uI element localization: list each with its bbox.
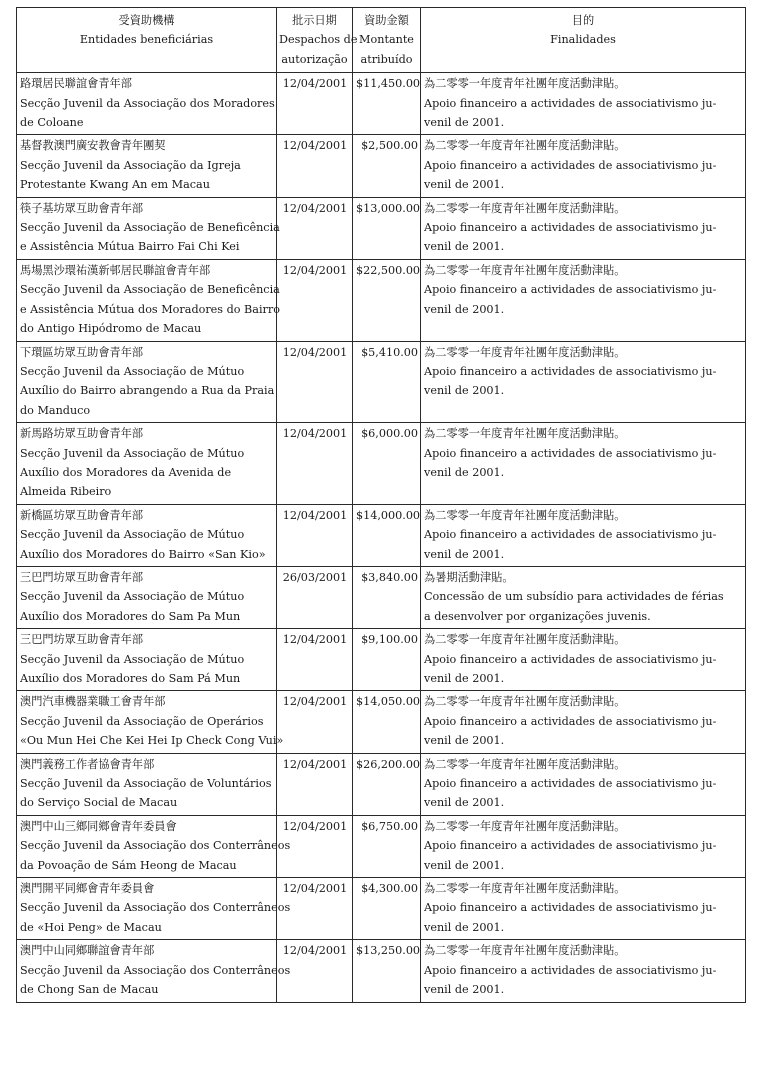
purpose-zh: 為二零零一年度青年社團年度活動津貼。: [424, 263, 626, 277]
date-cell: [277, 135, 353, 197]
date-cell: [277, 197, 353, 259]
entity-name-zh: 澳門汽車機器業職工會青年部: [20, 695, 166, 709]
table-row: [17, 197, 746, 259]
authorization-date: 12/04/2001: [282, 345, 348, 359]
entity-name-pt: de Chong San de Macau: [20, 983, 159, 997]
purpose-zh: 為二零零一年度青年社團年度活動津貼。: [424, 508, 626, 522]
purpose-pt: Apoio financeiro a actividades de associativismo ju-: [424, 652, 717, 666]
purpose-pt: Apoio financeiro a actividades de associativismo ju-: [424, 221, 717, 235]
entity-name-pt: Secção Juvenil da Associação de Voluntários: [20, 777, 272, 791]
entity-name-zh: 澳門中山三鄉同鄉會青年委員會: [20, 819, 177, 833]
amount-value: $4,300.00: [361, 882, 418, 896]
table-body: [17, 73, 746, 1002]
amount-cell: [353, 341, 421, 423]
entity-name-pt: «Ou Mun Hei Che Kei Hei Ip Check Cong Vui»: [20, 734, 284, 748]
purpose-pt: a desenvolver por organizações juvenis.: [424, 609, 651, 623]
date-cell: [277, 691, 353, 753]
entity-name-pt: Secção Juvenil da Associação dos Moradores: [20, 96, 275, 110]
grants-table: [16, 7, 746, 1003]
purpose-zh: 為二零零一年度青年社團年度活動津貼。: [424, 882, 626, 896]
header-purpose-zh: 目的: [571, 14, 595, 27]
header-amount: [353, 8, 421, 73]
header-amount-pt-2: atribuído: [360, 52, 413, 66]
purpose-cell: [421, 73, 746, 135]
purpose-cell: [421, 691, 746, 753]
purpose-pt: venil de 2001.: [424, 672, 505, 685]
entity-name-zh: 新馬路坊眾互助會青年部: [20, 427, 144, 441]
header-purpose: [421, 8, 746, 73]
purpose-pt: Apoio financeiro a actividades de associativismo ju-: [424, 364, 717, 378]
entity-name-pt: de Coloane: [20, 116, 84, 130]
table-row: [17, 73, 746, 135]
header-amount-zh: 資助金額: [364, 14, 409, 27]
amount-cell: [353, 878, 421, 940]
table-row: [17, 504, 746, 566]
entity-name-zh: 新橋區坊眾互助會青年部: [20, 508, 144, 522]
entity-name-zh: 下環區坊眾互助會青年部: [20, 345, 144, 359]
purpose-cell: [421, 197, 746, 259]
amount-value: $22,500.00: [356, 263, 421, 277]
table-row: [17, 878, 746, 940]
table-row: [17, 691, 746, 753]
entity-name-zh: 澳門中山同鄉聯誼會青年部: [20, 944, 155, 958]
entity-name-zh: 基督教澳門廣安教會青年團契: [20, 139, 166, 153]
purpose-zh: 為二零零一年度青年社團年度活動津貼。: [424, 427, 626, 441]
amount-value: $2,500.00: [361, 139, 418, 153]
table-row: [17, 753, 746, 815]
amount-cell: [353, 566, 421, 628]
purpose-cell: [421, 504, 746, 566]
authorization-date: 12/04/2001: [282, 819, 348, 833]
purpose-pt: venil de 2001.: [424, 465, 505, 479]
authorization-date: 12/04/2001: [282, 882, 348, 896]
table-row: [17, 341, 746, 423]
amount-value: $9,100.00: [361, 633, 418, 647]
purpose-pt: venil de 2001.: [424, 240, 505, 254]
entity-cell: [17, 940, 291, 1002]
amount-value: $13,000.00: [356, 201, 421, 215]
entity-name-zh: 三巴門坊眾互助會青年部: [20, 570, 144, 584]
entity-name-pt: Secção Juvenil da Associação de Mútuo: [20, 446, 245, 460]
entity-cell: [17, 73, 277, 135]
entity-name-pt: Auxílio do Bairro abrangendo a Rua da Praia: [20, 384, 275, 398]
purpose-zh: 為二零零一年度青年社團年度活動津貼。: [424, 633, 626, 647]
authorization-date: 12/04/2001: [282, 695, 348, 709]
purpose-pt: Apoio financeiro a actividades de associativismo ju-: [424, 839, 717, 853]
date-cell: [277, 259, 353, 341]
purpose-cell: [421, 629, 746, 691]
entity-cell: [17, 691, 284, 753]
purpose-zh: 為二零零一年度青年社團年度活動津貼。: [424, 345, 626, 359]
entity-name-zh: 馬場黑沙環祐漢新邨居民聯誼會青年部: [20, 263, 211, 277]
amount-value: $6,000.00: [361, 427, 418, 441]
entity-name-pt: Secção Juvenil da Associação de Mútuo: [20, 652, 245, 666]
header-entity: [17, 8, 277, 73]
entity-name-pt: de «Hoi Peng» de Macau: [20, 920, 162, 934]
purpose-pt: Apoio financeiro a actividades de associativismo ju-: [424, 901, 717, 915]
amount-value: $6,750.00: [361, 819, 418, 833]
table-row: [17, 940, 746, 1002]
purpose-pt: Apoio financeiro a actividades de associativismo ju-: [424, 963, 717, 977]
amount-cell: [353, 691, 421, 753]
purpose-pt: Apoio financeiro a actividades de associativismo ju-: [424, 283, 717, 297]
entity-cell: [17, 753, 277, 815]
date-cell: [277, 73, 353, 135]
purpose-pt: venil de 2001.: [424, 116, 505, 130]
purpose-zh: 為二零零一年度青年社團年度活動津貼。: [424, 819, 626, 833]
entity-cell: [17, 504, 277, 566]
amount-value: $14,050.00: [356, 695, 421, 709]
purpose-pt: venil de 2001.: [424, 178, 505, 192]
entity-cell: [17, 259, 280, 341]
purpose-pt: Apoio financeiro a actividades de associativismo ju-: [424, 96, 717, 110]
entity-cell: [17, 135, 277, 197]
purpose-cell: [421, 341, 746, 423]
date-cell: [277, 504, 353, 566]
entity-name-zh: 澳門開平同鄉會青年委員會: [20, 882, 155, 896]
table-row: [17, 815, 746, 877]
entity-name-pt: e Assistência Mútua Bairro Fai Chi Kei: [20, 240, 240, 254]
purpose-zh: 為二零零一年度青年社團年度活動津貼。: [424, 139, 626, 153]
authorization-date: 12/04/2001: [282, 508, 348, 522]
entity-cell: [17, 566, 277, 628]
header-date-zh: 批示日期: [292, 14, 337, 27]
purpose-cell: [421, 135, 746, 197]
authorization-date: 12/04/2001: [282, 427, 348, 441]
purpose-pt: Concessão de um subsídio para actividades de férias: [424, 590, 724, 604]
amount-cell: [353, 753, 421, 815]
date-cell: [277, 629, 353, 691]
entity-name-pt: Secção Juvenil da Associação de Mútuo: [20, 364, 245, 378]
purpose-zh: 為暑期活動津貼。: [424, 570, 514, 584]
purpose-pt: Apoio financeiro a actividades de associativismo ju-: [424, 714, 717, 728]
entity-name-zh: 三巴門坊眾互助會青年部: [20, 633, 144, 647]
purpose-cell: [421, 815, 746, 877]
amount-cell: [353, 504, 421, 566]
entity-name-pt: Secção Juvenil da Associação dos Conterrâneos: [20, 839, 291, 853]
entity-name-pt: do Manduco: [20, 403, 91, 417]
entity-name-pt: Protestante Kwang An em Macau: [20, 178, 210, 192]
entity-name-pt: Secção Juvenil da Associação dos Conterrâneos: [20, 963, 291, 977]
entity-cell: [17, 197, 280, 259]
purpose-pt: Apoio financeiro a actividades de associativismo ju-: [424, 158, 717, 172]
entity-name-pt: Secção Juvenil da Associação de Mútuo: [20, 590, 245, 604]
table-header: [17, 8, 746, 73]
amount-value: $13,250.00: [356, 944, 421, 958]
authorization-date: 12/04/2001: [282, 77, 348, 91]
entity-name-pt: Auxílio dos Moradores do Sam Pa Mun: [20, 609, 241, 623]
purpose-pt: Apoio financeiro a actividades de associativismo ju-: [424, 777, 717, 791]
table-row: [17, 135, 746, 197]
purpose-zh: 為二零零一年度青年社團年度活動津貼。: [424, 944, 626, 958]
entity-name-zh: 路環居民聯誼會青年部: [20, 77, 132, 91]
entity-name-pt: Secção Juvenil da Associação de Beneficência: [20, 221, 280, 235]
entity-cell: [17, 815, 291, 877]
purpose-pt: venil de 2001.: [424, 920, 505, 934]
purpose-cell: [421, 940, 746, 1002]
date-cell: [277, 566, 353, 628]
entity-cell: [17, 341, 277, 423]
date-cell: [277, 423, 353, 505]
header-entity-zh: 受資助機構: [118, 14, 175, 27]
amount-cell: [353, 197, 421, 259]
entity-name-pt: do Antigo Hipódromo de Macau: [20, 322, 202, 336]
entity-name-pt: Almeida Ribeiro: [20, 485, 112, 499]
entity-name-pt: Secção Juvenil da Associação dos Conterrâneos: [20, 901, 291, 915]
entity-name-zh: 筷子基坊眾互助會青年部: [20, 201, 144, 215]
header-date: [277, 8, 358, 73]
purpose-pt: Apoio financeiro a actividades de associativismo ju-: [424, 528, 717, 542]
entity-name-pt: Auxílio dos Moradores da Avenida de: [20, 465, 232, 479]
amount-cell: [353, 629, 421, 691]
header-date-pt-1: Despachos de: [279, 33, 358, 47]
entity-name-pt: Auxílio dos Moradores do Bairro «San Kio»: [20, 547, 266, 561]
amount-value: $3,840.00: [361, 570, 418, 584]
amount-cell: [353, 73, 421, 135]
authorization-date: 12/04/2001: [282, 944, 348, 958]
purpose-pt: venil de 2001.: [424, 734, 505, 748]
entity-name-zh: 澳門義務工作者協會青年部: [20, 757, 155, 771]
purpose-cell: [421, 259, 746, 341]
authorization-date: 26/03/2001: [282, 570, 348, 584]
purpose-zh: 為二零零一年度青年社團年度活動津貼。: [424, 201, 626, 215]
amount-value: $11,450.00: [356, 77, 421, 91]
table-row: [17, 423, 746, 505]
entity-cell: [17, 423, 277, 505]
purpose-cell: [421, 566, 746, 628]
amount-cell: [353, 815, 421, 877]
amount-cell: [353, 423, 421, 505]
purpose-cell: [421, 753, 746, 815]
purpose-pt: venil de 2001.: [424, 983, 505, 997]
date-cell: [277, 341, 353, 423]
entity-name-pt: Auxílio dos Moradores do Sam Pá Mun: [20, 672, 241, 685]
authorization-date: 12/04/2001: [282, 201, 348, 215]
amount-cell: [353, 135, 421, 197]
header-entity-pt: Entidades beneficiárias: [79, 33, 214, 47]
purpose-pt: venil de 2001.: [424, 547, 505, 561]
amount-value: $26,200.00: [356, 757, 421, 771]
entity-cell: [17, 629, 277, 691]
table-row: [17, 566, 746, 628]
authorization-date: 12/04/2001: [282, 633, 348, 647]
amount-value: $5,410.00: [361, 345, 418, 359]
entity-name-pt: e Assistência Mútua dos Moradores do Bairro: [20, 302, 280, 316]
entity-name-pt: do Serviço Social de Macau: [20, 796, 178, 810]
date-cell: [277, 753, 353, 815]
purpose-pt: venil de 2001.: [424, 302, 505, 316]
entity-name-pt: Secção Juvenil da Associação da Igreja: [20, 158, 241, 172]
purpose-zh: 為二零零一年度青年社團年度活動津貼。: [424, 757, 626, 771]
authorization-date: 12/04/2001: [282, 139, 348, 153]
purpose-pt: venil de 2001.: [424, 796, 505, 810]
entity-name-pt: Secção Juvenil da Associação de Mútuo: [20, 528, 245, 542]
header-row: [17, 8, 746, 73]
entity-name-pt: da Povoação de Sám Heong de Macau: [20, 858, 237, 872]
purpose-zh: 為二零零一年度青年社團年度活動津貼。: [424, 695, 626, 709]
amount-cell: [353, 940, 421, 1002]
amount-cell: [353, 259, 421, 341]
header-date-pt-2: autorização: [281, 52, 348, 66]
entity-cell: [17, 878, 291, 940]
purpose-pt: venil de 2001.: [424, 858, 505, 872]
purpose-pt: venil de 2001.: [424, 384, 505, 398]
amount-value: $14,000.00: [356, 508, 421, 522]
entity-name-pt: Secção Juvenil da Associação de Operários: [20, 714, 264, 728]
purpose-pt: Apoio financeiro a actividades de associativismo ju-: [424, 446, 717, 460]
entity-name-pt: Secção Juvenil da Associação de Beneficência: [20, 283, 280, 297]
header-purpose-pt: Finalidades: [550, 33, 616, 47]
authorization-date: 12/04/2001: [282, 263, 348, 277]
authorization-date: 12/04/2001: [282, 757, 348, 771]
purpose-cell: [421, 878, 746, 940]
purpose-zh: 為二零零一年度青年社團年度活動津貼。: [424, 77, 626, 91]
table-row: [17, 629, 746, 691]
header-amount-pt-1: Montante: [359, 33, 414, 47]
table-row: [17, 259, 746, 341]
purpose-cell: [421, 423, 746, 505]
